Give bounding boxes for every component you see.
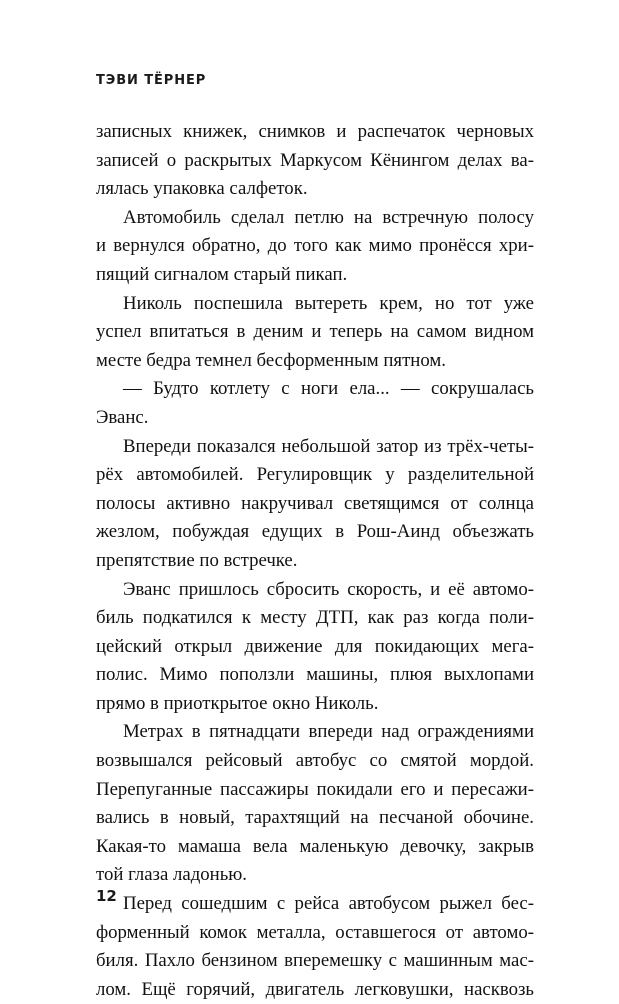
text-line: Эванс.: [96, 406, 149, 428]
text-line: Перепуганные пассажиры покидали его и пересажи-: [96, 778, 534, 800]
text-line: полосы активно накручивал светящимся от солнца: [96, 492, 534, 514]
text-line: лом. Ещё горячий, двигатель легковушки, насквозь: [96, 978, 534, 1000]
text-line: жезлом, побуждая едущих в Рош-Аинд объезжать: [96, 521, 534, 543]
text-line: Автомобиль сделал петлю на встречную полосу: [123, 206, 534, 228]
text-line: лялась упаковка салфеток.: [96, 178, 308, 200]
text-line: вались в новый, тарахтящий на песчаной обочине.: [96, 807, 534, 829]
text-line: Перед сошедшим с рейса автобусом рыжел бес-: [123, 893, 534, 915]
text-line: прямо в приоткрытое окно Николь.: [96, 692, 379, 714]
text-line: той глаза ладонью.: [96, 864, 248, 886]
text-line: биля. Пахло бензином вперемешку с машинным мас-: [96, 950, 534, 972]
text-line: Николь поспешила вытереть крем, но тот уже: [123, 292, 534, 314]
body-text: [96, 118, 534, 1004]
text-line: полис. Мимо поползли машины, плюя выхлопами: [96, 664, 534, 686]
page-number: 12: [96, 887, 117, 905]
text-line: Впереди показался небольшой затор из трёх-четы-: [123, 435, 534, 457]
text-line: цейский открыл движение для покидающих мега-: [96, 635, 534, 657]
text-line: записных книжек, снимков и распечаток черновых: [96, 121, 534, 142]
text-line: месте бедра темнел бесформенным пятном.: [96, 349, 446, 371]
running-head: ТЭВИ ТЁРНЕР: [96, 73, 207, 88]
text-line: возвышался рейсовый автобус со смятой мордой.: [96, 750, 534, 772]
text-line: — Будто котлету с ноги ела... — сокрушалась: [123, 378, 534, 400]
text-line: Эванс пришлось сбросить скорость, и её автомо-: [123, 578, 534, 600]
text-line: биль подкатился к месту ДТП, как раз когда поли-: [96, 607, 534, 629]
text-line: рёх автомобилей. Регулировщик у разделительной: [96, 464, 534, 486]
text-line: Метрах в пятнадцати впереди над ограждениями: [123, 721, 534, 743]
text-line: препятствие по встречке.: [96, 549, 298, 571]
text-line: и вернулся обратно, до того как мимо пронёсся хри-: [96, 235, 534, 257]
text-line: пящий сигналом старый пикап.: [96, 263, 348, 285]
text-line: форменный комок металла, оставшегося от автомо-: [96, 921, 534, 943]
text-line: успел впитаться в деним и теперь на самом видном: [96, 321, 534, 343]
text-line: записей о раскрытых Маркусом Кёнингом делах ва-: [96, 149, 534, 171]
text-line: Какая-то мамаша вела маленькую девочку, закрыв: [96, 835, 534, 857]
